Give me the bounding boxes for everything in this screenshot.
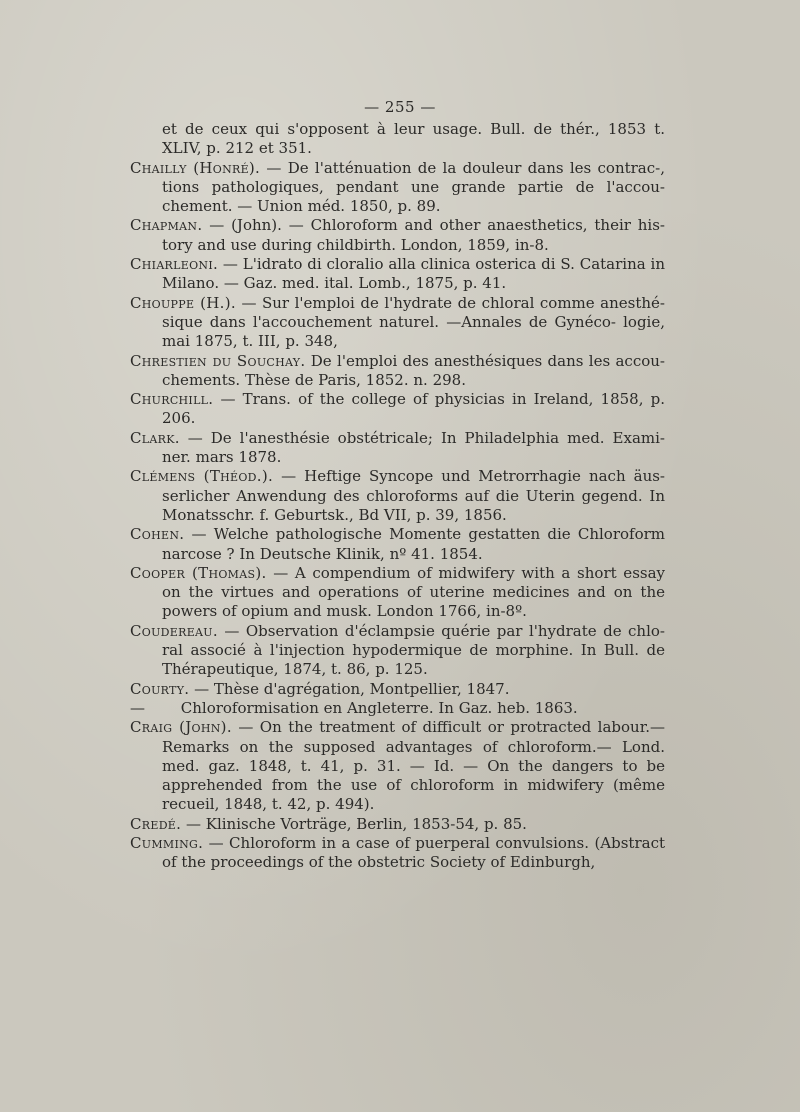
entry-citation: — On the treatment of difficult or protracted labour.— Remarks on the supposed advantages of chloroform.— Lond. med. gaz. 1848, t. 41, p. 31. — Id. — On the dangers to be apprehended from the use of chloroform in midwifery (même recueil, 1848, t. 42, p. 494). [162,718,665,814]
entry-author: Chiarleoni. [130,255,219,274]
bibliography-entry [130,216,665,255]
entry-author: Courty. [130,679,190,698]
bibliography-entry [130,120,665,159]
bibliography-entry [130,815,665,834]
entry-citation: — Klinische Vorträge, Berlin, 1853-54, p. 85. [181,814,527,833]
entry-citation: — Thèse d'agrégation, Montpellier, 1847. [189,679,510,698]
entry-citation: — De l'atténuation de la douleur dans les contrac-, tions pathologiques, pendant une grande partie de l'accou- chement. — Union méd. 1850, p. 89. [162,158,665,216]
entry-citation: — L'idrato di cloralio alla clinica osterica di S. Catarina in Milano. — Gaz. med. ital. Lomb., 1875, p. 41. [162,255,665,293]
bibliography-entry [130,525,665,564]
entry-author: Chouppe (H.). [130,293,236,312]
bibliography-entry [130,467,665,525]
entry-author: Cumming. [130,833,204,852]
entry-author: Credé. [130,814,182,833]
bibliography-entry [130,834,665,873]
entry-citation: — Chloroform in a case of puerperal convulsions. (Abstract of the proceedings of the obstetric Society of Edinburgh, [162,833,665,872]
entry-author: Chailly (Honré). [130,158,261,177]
entry-author: Chapman. [130,216,203,235]
entry-citation: — Observation d'éclampsie quérie par l'hydrate de chlo- ral associé à l'injection hypodermique de morphine. In Bull. de Thérapeutique, 1874, t. 86, p. 125. [162,621,665,679]
bibliography-entry [130,159,665,217]
entry-citation: De l'emploi des anesthésiques dans les accou- chements. Thèse de Paris, 1852. n. 298. [162,351,665,389]
bibliography-entry [130,352,665,391]
bibliography-entry [130,680,665,699]
bibliography-entry [130,294,665,352]
page-number: — 255 — [364,98,436,116]
entry-citation: — De l'anesthésie obstétricale; In Philadelphia med. Exami- ner. mars 1878. [162,428,665,467]
entry-author: Cooper (Thomas). [130,563,267,582]
entry-author: Churchill. [130,390,214,409]
entry-author: Coudereau. [130,621,218,640]
entry-citation: — Trans. of the college of physicias in Ireland, 1858, p. 206. [162,390,665,428]
bibliography-entry [130,564,665,622]
bibliography-list [130,120,665,873]
entry-citation: — A compendium of midwifery with a short essay on the virtues and operations of uterine medicines and on the powers of opium and musk. London 1766, in-8º. [162,563,666,621]
entry-citation: — Sur l'emploi de l'hydrate de chloral comme anesthé- sique dans l'accouchement naturel. —Annales de Gynéco- logie, mai 1875, t. III, p. 348, [162,293,665,351]
entry-citation: — Heftige Syncope und Metrorrhagie nach äus- serlicher Anwendung des chloroforms auf die Uterin gegend. In Monatsschr. f. Geburtsk., Bd VII, p. 39, 1856. [162,467,665,524]
entry-author: Cohen. [130,525,185,544]
bibliography-entry [130,255,665,294]
entry-citation: et de ceux qui s'opposent à leur usage. Bull. de thér., 1853 t. XLIV, p. 212 et 351. [162,120,665,158]
entry-citation: — Welche pathologische Momente gestatten die Chloroform narcose ? In Deutsche Klinik, nº 41. 1854. [162,525,665,563]
bibliography-entry [130,390,665,429]
bibliography-entry [130,622,665,680]
entry-author: Chrestien du Souchay. [130,351,306,370]
entry-citation: Chloroformisation en Angleterre. In Gaz. heb. 1863. [176,698,578,717]
bibliography-entry [130,429,665,468]
entry-citation: — (John). — Chloroform and other anaesthetics, their his- tory and use during childbirth. London, 1859, in-8. [162,216,665,254]
entry-author: Craig (John). [130,718,232,737]
entry-author: Clémens (Théod.). [130,467,274,486]
bibliography-entry [130,718,665,814]
entry-author: Clark. [130,428,180,447]
ditto-dash: — [130,698,145,717]
bibliography-entry [130,699,665,718]
